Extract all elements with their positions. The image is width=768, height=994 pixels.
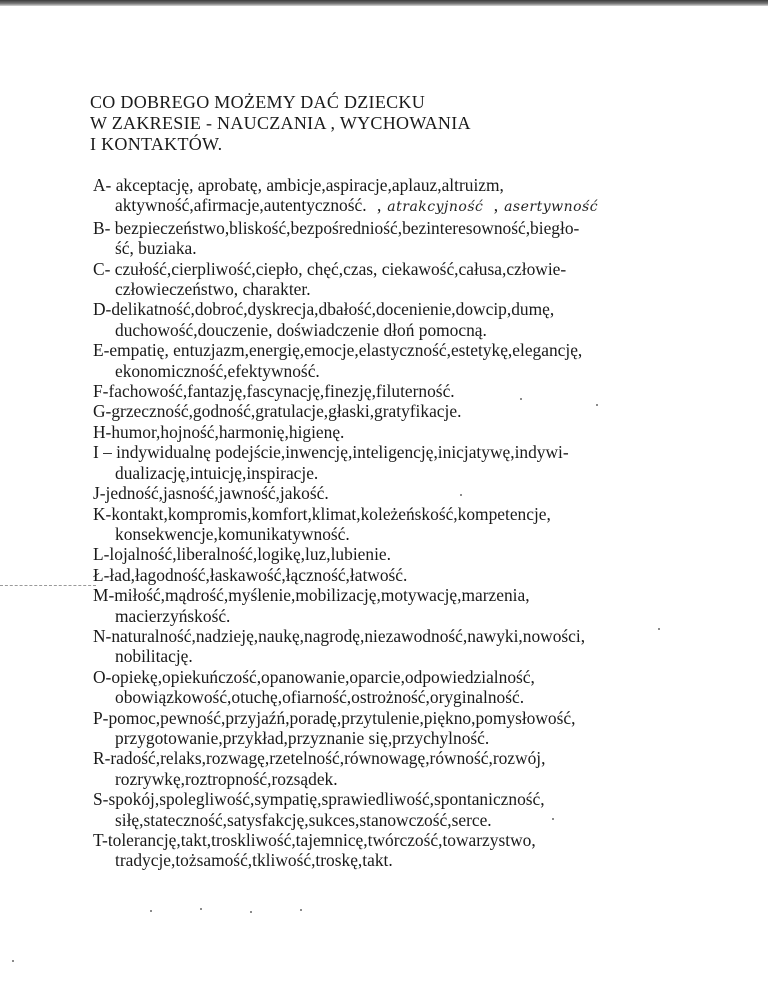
list-item-f	[93, 381, 753, 401]
list-item-continuation: ekonomiczność,efektywność.	[115, 360, 320, 381]
list-item-line: S-spokój,spolegliwość,sympatię,sprawiedliwość,spontaniczność,	[93, 789, 545, 810]
list-item-line: M-miłość,mądrość,myślenie,mobilizację,motywację,marzenia,	[93, 585, 530, 606]
list-item-continuation: macierzyńskość.	[115, 605, 231, 626]
title-line-2: W ZAKRESIE - NAUCZANIA , WYCHOWANIA	[90, 113, 471, 133]
list-item-continuation: człowieczeństwo, charakter.	[115, 279, 311, 300]
scan-speck	[150, 910, 152, 912]
alphabet-list	[93, 175, 753, 871]
list-item-line: N-naturalność,nadzieję,naukę,nagrodę,niezawodność,nawyki,nowości,	[93, 625, 586, 646]
list-item-line: H-humor,hojność,harmonię,higienę.	[93, 421, 345, 442]
list-item-b	[93, 218, 753, 259]
list-item-l-stroke	[93, 565, 753, 585]
list-item-continuation: przygotowanie,przykład,przyznanie się,przychylność.	[115, 727, 490, 748]
scan-speck	[596, 404, 598, 406]
list-item-continuation: siłę,stateczność,satysfakcję,sukces,stanowczość,serce.	[115, 809, 492, 830]
list-item-line: T-tolerancję,takt,troskliwość,tajemnicę,twórczość,towarzystwo,	[93, 830, 536, 850]
page-title	[90, 92, 471, 155]
handwritten-note: asertywność	[504, 199, 599, 216]
list-item-l	[93, 544, 753, 564]
list-item-line: A- akceptację, aprobatę, ambicje,aspiracje,aplauz,altruizm,	[93, 175, 504, 195]
list-item-line: O-opiekę,opiekuńczość,opanowanie,oparcie,odpowiedzialność,	[93, 666, 535, 687]
list-item-line: J-jedność,jasność,jawność,jakość.	[93, 483, 329, 504]
list-item-line: L-lojalność,liberalność,logikę,luz,lubienie.	[93, 544, 391, 565]
list-item-continuation: aktywność,afirmacje,autentyczność. , atrakcyjność , asertywność	[115, 195, 599, 216]
list-item-continuation: ść, buziaka.	[115, 238, 197, 259]
list-item-o	[93, 667, 753, 708]
scan-speck	[200, 908, 202, 910]
scan-speck	[658, 628, 660, 630]
list-item-k	[93, 504, 753, 545]
list-item-a	[93, 175, 753, 218]
list-item-continuation: obowiązkowość,otuchę,ofiarność,ostrożność,oryginalność.	[115, 687, 525, 708]
scan-artifact-line	[0, 585, 96, 586]
handwritten-note: atrakcyjność	[387, 199, 484, 216]
scan-speck	[300, 909, 302, 911]
list-item-p	[93, 708, 753, 749]
list-item-continuation: duchowość,douczenie, doświadczenie dłoń pomocną.	[115, 319, 487, 340]
scan-speck	[520, 398, 522, 400]
list-item-continuation: dualizację,intuicję,inspiracje.	[115, 462, 319, 483]
list-item-j	[93, 483, 753, 503]
list-item-continuation: rozrywkę,roztropność,rozsądek.	[115, 768, 338, 789]
scan-speck	[552, 818, 554, 820]
list-item-c	[93, 259, 753, 300]
list-item-line: B- bezpieczeństwo,bliskość,bezpośredniość,bezinteresowność,biegło-	[93, 217, 580, 238]
list-item-h	[93, 422, 753, 442]
list-item-g	[93, 401, 753, 421]
scan-speck	[250, 911, 252, 913]
list-item-line: F-fachowość,fantazję,fascynację,finezję,filuterność.	[93, 381, 455, 402]
list-item-r	[93, 748, 753, 789]
list-item-line: G-grzeczność,godność,gratulacje,głaski,gratyfikacje.	[93, 401, 462, 422]
list-item-continuation: nobilitację.	[115, 646, 193, 667]
list-item-line: I – indywidualnę podejście,inwencję,inteligencję,inicjatywę,indywi-	[93, 442, 569, 463]
list-item-line: E-empatię, entuzjazm,energię,emocje,elastyczność,estetykę,elegancję,	[93, 340, 583, 361]
list-item-line: Ł-ład,łagodność,łaskawość,łączność,łatwość.	[93, 564, 408, 585]
list-item-line: P-pomoc,pewność,przyjaźń,poradę,przytulenie,piękno,pomysłowość,	[93, 707, 576, 728]
scan-top-edge	[0, 0, 768, 6]
title-line-1: CO DOBREGO MOŻEMY DAĆ DZIECKU	[90, 92, 426, 112]
scan-speck	[460, 494, 462, 496]
list-item-continuation: tradycje,tożsamość,tkliwość,troskę,takt.	[115, 850, 393, 871]
list-item-text: aktywność,afirmacje,autentyczność.	[115, 195, 367, 216]
list-item-m	[93, 585, 753, 626]
list-item-line: D-delikatność,dobroć,dyskrecja,dbałość,docenienie,dowcip,dumę,	[93, 299, 555, 320]
list-item-line: K-kontakt,kompromis,komfort,klimat,koleżeńskość,kompetencje,	[93, 503, 551, 524]
list-item-s	[93, 789, 753, 830]
list-item-continuation: konsekwencje,komunikatywność.	[115, 523, 350, 544]
list-item-line: R-radość,relaks,rozwagę,rzetelność,równowagę,równość,rozwój,	[93, 748, 546, 769]
list-item-t	[93, 830, 753, 871]
scan-speck	[12, 960, 14, 962]
list-item-i	[93, 442, 753, 483]
list-item-line: C- czułość,cierpliwość,ciepło, chęć,czas, ciekawość,całusa,człowie-	[93, 258, 567, 279]
list-item-d	[93, 299, 753, 340]
list-item-e	[93, 340, 753, 381]
list-item-n	[93, 626, 753, 667]
title-line-3: I KONTAKTÓW.	[90, 134, 223, 154]
